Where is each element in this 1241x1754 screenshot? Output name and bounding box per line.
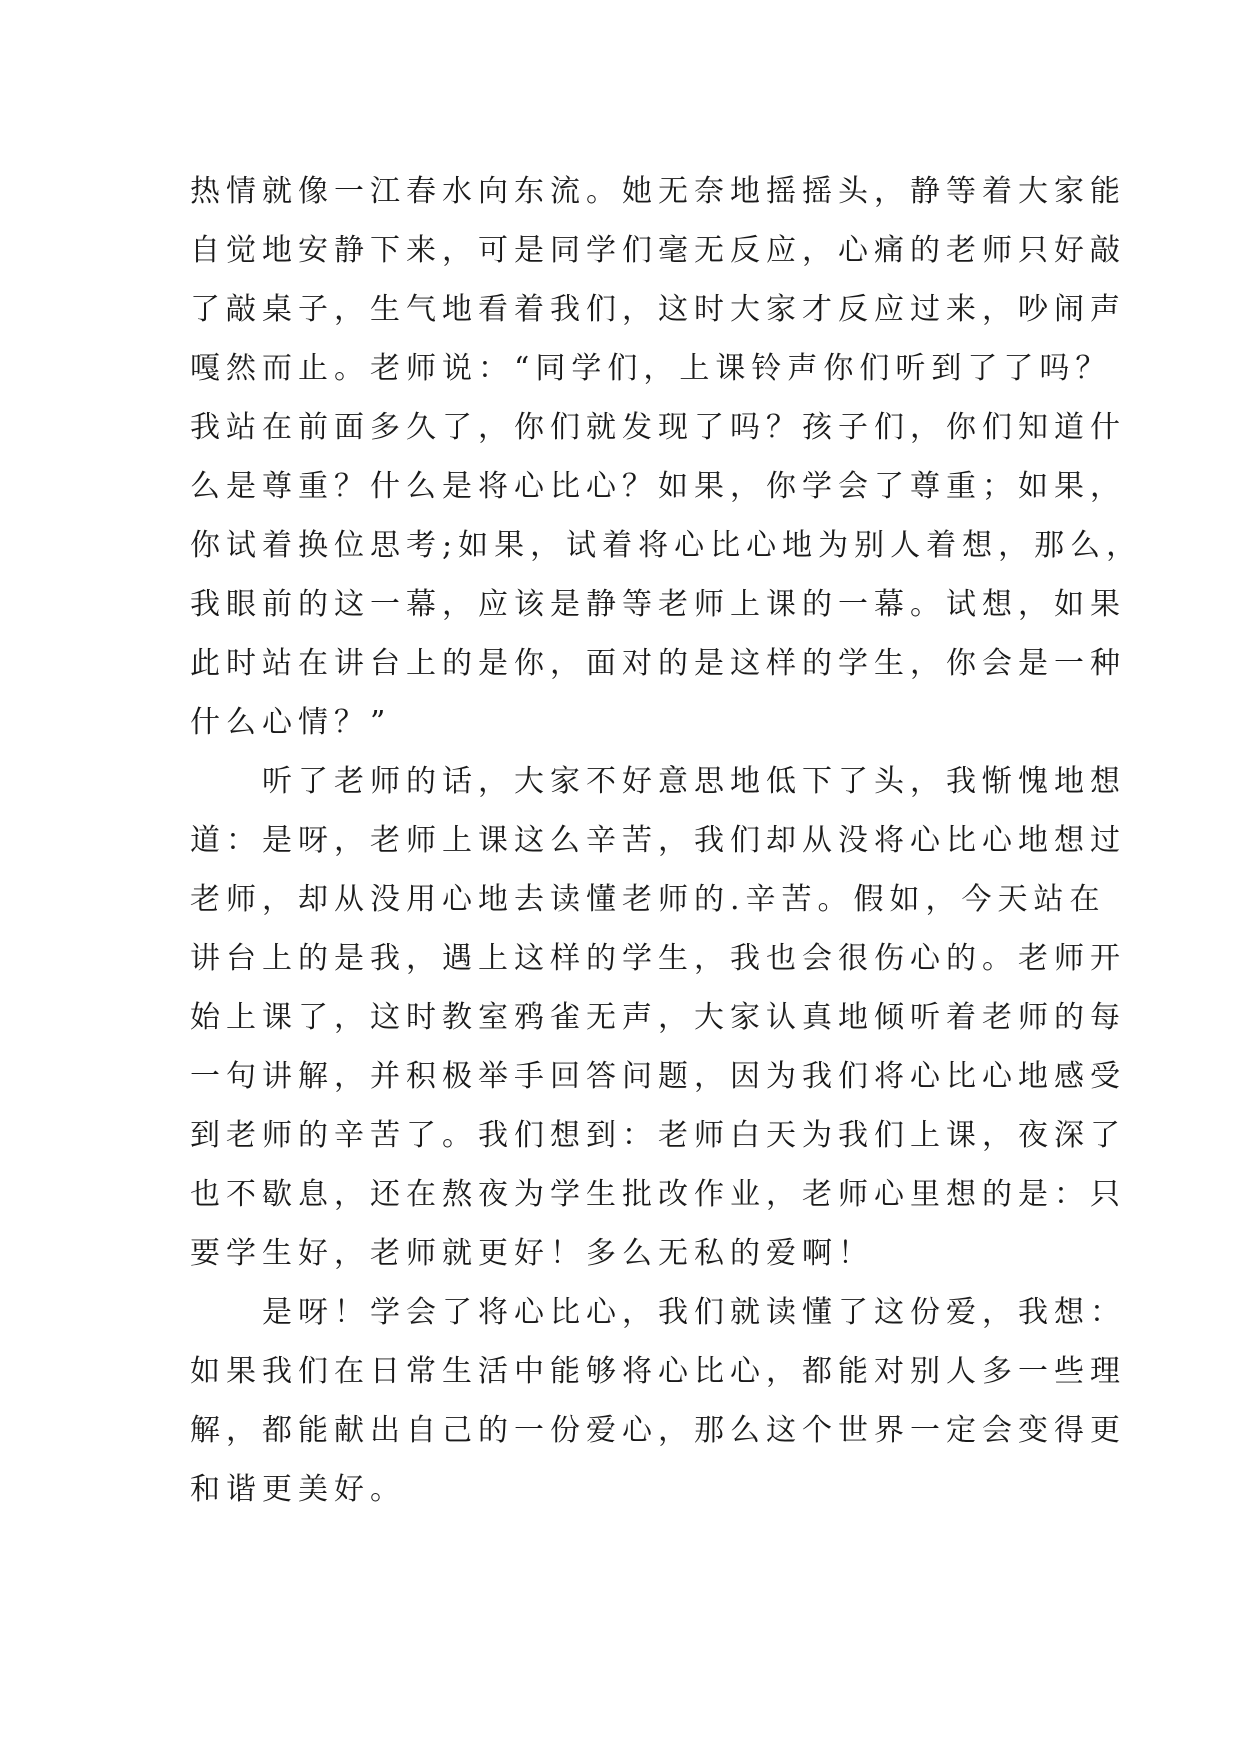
text-line: 老师，却从没用心地去读懂老师的.辛苦。假如，今天站在 <box>190 882 1106 917</box>
paragraph-first-line: 听了老师的话，大家不好意思地低下了头，我惭愧地想 <box>262 764 1126 799</box>
text-line: 也不歇息，还在熬夜为学生批改作业，老师心里想的是：只 <box>190 1177 1126 1212</box>
text-line: 要学生好，老师就更好！多么无私的爱啊！ <box>190 1236 874 1271</box>
text-line: 如果我们在日常生活中能够将心比心，都能对别人多一些理 <box>190 1354 1126 1389</box>
paragraph-first-line: 是呀！学会了将心比心，我们就读懂了这份爱，我想： <box>262 1295 1126 1330</box>
text-line: 我眼前的这一幕，应该是静等老师上课的一幕。试想，如果 <box>190 587 1126 622</box>
text-line: 始上课了，这时教室鸦雀无声，大家认真地倾听着老师的每 <box>190 1000 1126 1035</box>
text-line: 一句讲解，并积极举手回答问题，因为我们将心比心地感受 <box>190 1059 1126 1094</box>
essay-body <box>190 162 1143 1519</box>
text-line: 和谐更美好。 <box>190 1472 406 1507</box>
text-line: 到老师的辛苦了。我们想到：老师白天为我们上课，夜深了 <box>190 1118 1126 1153</box>
text-line: 了敲桌子，生气地看着我们，这时大家才反应过来，吵闹声 <box>190 292 1126 327</box>
text-line: 嘎然而止。老师说：“同学们，上课铃声你们听到了了吗？ <box>190 351 1112 386</box>
text-line: 你试着换位思考;如果，试着将心比心地为别人着想，那么， <box>190 528 1143 563</box>
text-line: 此时站在讲台上的是你，面对的是这样的学生，你会是一种 <box>190 646 1126 681</box>
text-line: 自觉地安静下来，可是同学们毫无反应，心痛的老师只好敲 <box>190 233 1126 268</box>
text-line: 什么心情？” <box>190 705 392 740</box>
text-line: 我站在前面多久了，你们就发现了吗？孩子们，你们知道什 <box>190 410 1126 445</box>
text-line: 道：是呀，老师上课这么辛苦，我们却从没将心比心地想过 <box>190 823 1126 858</box>
text-line: 么是尊重？什么是将心比心？如果，你学会了尊重；如果， <box>190 469 1126 504</box>
text-line: 讲台上的是我，遇上这样的学生，我也会很伤心的。老师开 <box>190 941 1126 976</box>
text-line: 解，都能献出自己的一份爱心，那么这个世界一定会变得更 <box>190 1413 1126 1448</box>
text-line: 热情就像一江春水向东流。她无奈地摇摇头，静等着大家能 <box>190 174 1126 209</box>
